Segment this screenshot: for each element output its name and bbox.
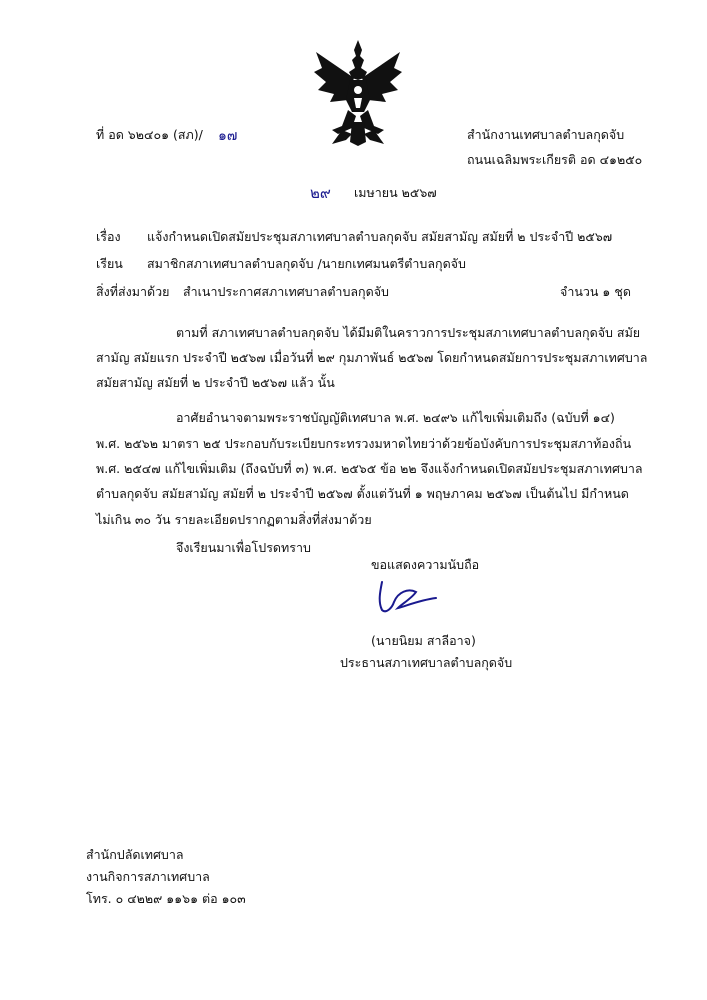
paragraph2-line: อาศัยอำนาจตามพระราชบัญญัติเทศบาล พ.ศ. ๒๔๙๖ แก้ไขเพิ่มเติมถึง (ฉบับที่ ๑๔) — [176, 410, 615, 425]
garuda-emblem-icon — [312, 38, 404, 148]
handwritten-reference-number — [216, 126, 250, 144]
subject-text: แจ้งกำหนดเปิดสมัยประชุมสภาเทศบาลตำบลกุดจับ สมัยสามัญ สมัยที่ ๒ ประจำปี ๒๕๖๗ — [147, 229, 613, 244]
paragraph2-line: พ.ศ. ๒๕๖๒ มาตรา ๒๕ ประกอบกับระเบียบกระทรวงมหาดไทยว่าด้วยข้อบังคับการประชุมสภาท้องถิ่น — [96, 436, 632, 451]
enclosure-quantity: จำนวน ๑ ชุด — [560, 284, 631, 299]
enclosure-label: สิ่งที่ส่งมาด้วย — [96, 284, 170, 299]
recipient-label: เรียน — [96, 256, 123, 271]
closing-request: จึงเรียนมาเพื่อโปรดทราบ — [176, 540, 311, 555]
signatory-name: (นายนิยม สาลีอาจ) — [371, 633, 476, 648]
svg-text:๑๗: ๑๗ — [218, 128, 238, 144]
office-name: สำนักงานเทศบาลตำบลกุดจับ — [467, 127, 625, 142]
date-month-year: เมษายน ๒๕๖๗ — [354, 185, 437, 200]
footer-section: งานกิจการสภาเทศบาล — [86, 869, 210, 884]
handwritten-date-day — [304, 182, 350, 204]
enclosure-text: สำเนาประกาศสภาเทศบาลตำบลกุดจับ — [183, 284, 389, 299]
footer-phone: โทร. ๐ ๔๒๒๙ ๑๑๖๑ ต่อ ๑๐๓ — [86, 891, 246, 906]
handwritten-signature-icon — [372, 578, 442, 618]
paragraph1-line: สมัยสามัญ สมัยที่ ๒ ประจำปี ๒๕๖๗ แล้ว นั้น — [96, 375, 335, 390]
paragraph1-line: สามัญ สมัยแรก ประจำปี ๒๕๖๗ เมื่อวันที่ ๒๙ กุมภาพันธ์ ๒๕๖๗ โดยกำหนดสมัยการประชุมสภาเทศบาล — [96, 350, 648, 365]
svg-text:๒๙: ๒๙ — [310, 184, 331, 202]
paragraph2-line: ตำบลกุดจับ สมัยสามัญ สมัยที่ ๒ ประจำปี ๒๕๖๗ ตั้งแต่วันที่ ๑ พฤษภาคม ๒๕๖๗ เป็นต้นไป มีกำหนด — [96, 486, 629, 501]
office-address: ถนนเฉลิมพระเกียรติ อด ๔๑๒๕๐ — [467, 152, 643, 167]
signatory-position: ประธานสภาเทศบาลตำบลกุดจับ — [340, 655, 513, 670]
reference-prefix: ที่ อด ๖๒๔๐๑ (สภ)/ — [96, 127, 203, 142]
subject-label: เรื่อง — [96, 229, 121, 244]
recipient-text: สมาชิกสภาเทศบาลตำบลกุดจับ /นายกเทศมนตรีตำบลกุดจับ — [147, 256, 466, 271]
paragraph1-line: ตามที่ สภาเทศบาลตำบลกุดจับ ได้มีมติในคราวการประชุมสภาเทศบาลตำบลกุดจับ สมัย — [176, 325, 641, 340]
complimentary-close: ขอแสดงความนับถือ — [371, 557, 480, 572]
reference-number — [96, 127, 203, 143]
paragraph2-line: พ.ศ. ๒๕๔๗ แก้ไขเพิ่มเติม (ถึงฉบับที่ ๓) พ.ศ. ๒๕๖๕ ข้อ ๒๒ จึงแจ้งกำหนดเปิดสมัยประชุมสภาเทศบาล — [96, 461, 643, 476]
footer-department: สำนักปลัดเทศบาล — [86, 847, 184, 862]
paragraph2-line: ไม่เกิน ๓๐ วัน รายละเอียดปรากฏตามสิ่งที่ส่งมาด้วย — [96, 512, 372, 527]
